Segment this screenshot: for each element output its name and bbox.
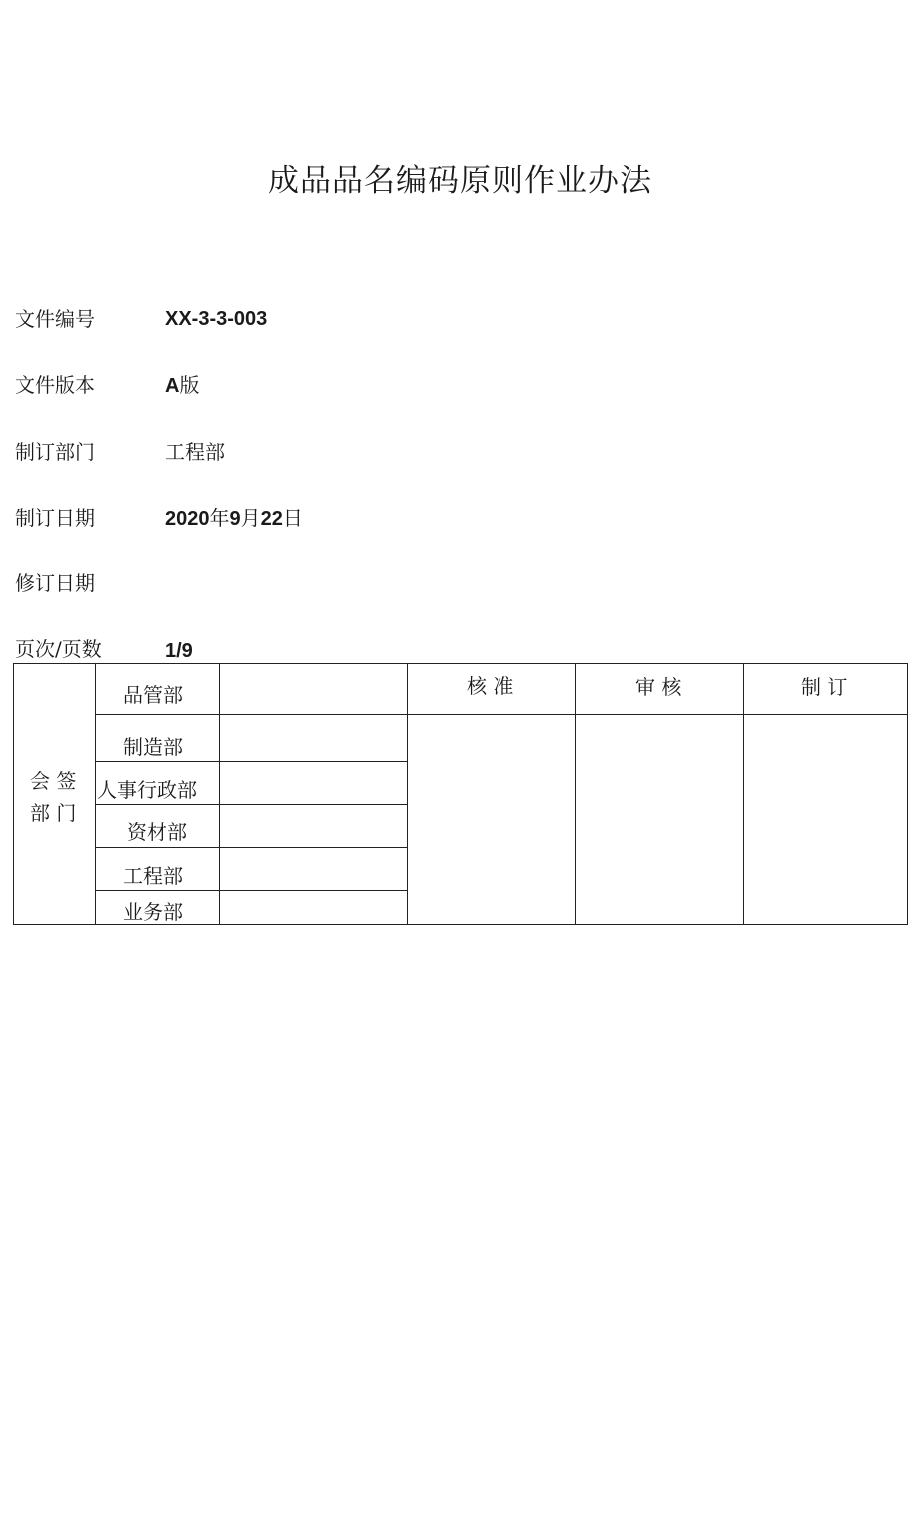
version-label: 文件版本 bbox=[15, 373, 95, 397]
group-label-line1: 会 签 bbox=[30, 769, 77, 793]
countersign-table bbox=[13, 663, 908, 925]
document-title: 成品品名编码原则作业办法 bbox=[268, 163, 652, 199]
date-year: 2020 bbox=[165, 508, 210, 530]
header-prepare: 制 订 bbox=[801, 675, 848, 699]
header-review: 审 核 bbox=[635, 675, 682, 699]
date-month: 9 bbox=[229, 508, 241, 530]
revision-label: 修订日期 bbox=[15, 571, 95, 595]
doc-number-value: XX-3-3-003 bbox=[165, 308, 268, 330]
version-letter: A bbox=[165, 375, 180, 397]
date-year-unit: 年 bbox=[209, 506, 230, 530]
dept-name: 资材部 bbox=[127, 820, 187, 844]
date-label: 制订日期 bbox=[15, 506, 95, 530]
table-divider bbox=[575, 664, 576, 924]
date-day: 22 bbox=[260, 508, 283, 530]
dept-value: 工程部 bbox=[165, 440, 225, 464]
doc-number-label: 文件编号 bbox=[15, 307, 95, 331]
table-divider bbox=[95, 664, 96, 924]
date-value bbox=[165, 503, 303, 534]
table-divider bbox=[95, 804, 408, 805]
date-day-unit: 日 bbox=[282, 506, 303, 530]
dept-name: 制造部 bbox=[123, 735, 183, 759]
table-divider bbox=[95, 714, 907, 715]
version-suffix: 版 bbox=[179, 373, 200, 397]
pages-value: 1/9 bbox=[165, 640, 193, 662]
header-approve: 核 准 bbox=[467, 674, 514, 698]
table-divider bbox=[95, 761, 408, 762]
table-divider bbox=[219, 664, 220, 924]
table-divider bbox=[407, 664, 408, 924]
group-label-line2: 部 门 bbox=[30, 801, 77, 825]
dept-name: 业务部 bbox=[123, 900, 183, 924]
dept-name: 工程部 bbox=[123, 864, 183, 888]
table-divider bbox=[743, 664, 744, 924]
dept-name: 人事行政部 bbox=[97, 778, 197, 802]
table-divider bbox=[95, 890, 408, 891]
date-month-unit: 月 bbox=[240, 506, 261, 530]
pages-label: 页次/页数 bbox=[15, 637, 102, 661]
version-value bbox=[165, 370, 199, 401]
dept-label: 制订部门 bbox=[15, 440, 95, 464]
table-divider bbox=[95, 847, 408, 848]
dept-name: 品管部 bbox=[123, 683, 183, 707]
